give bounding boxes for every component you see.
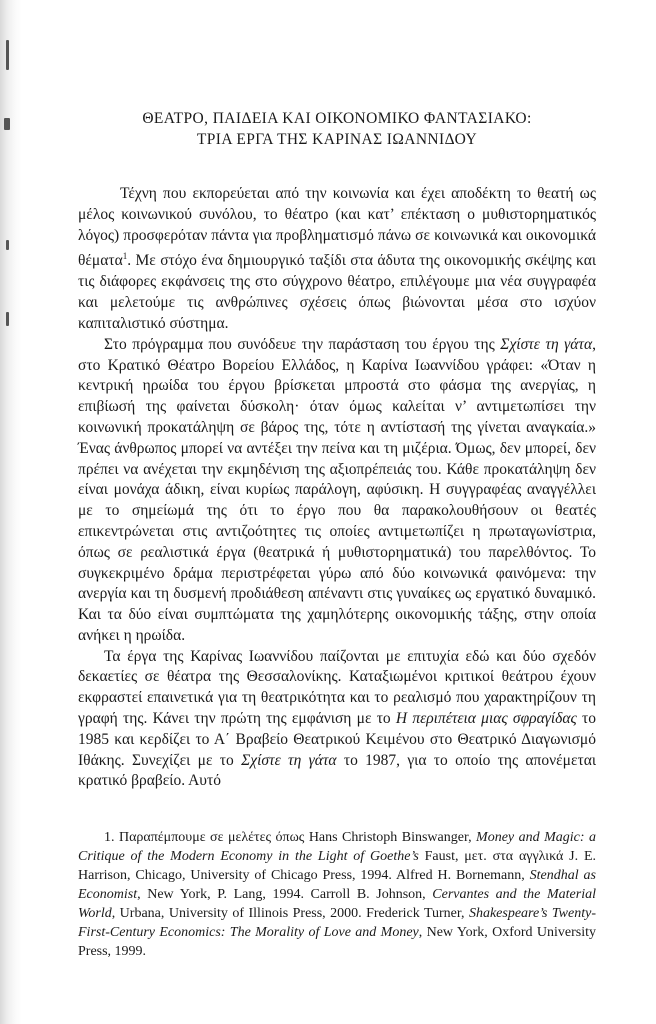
scan-edge-shadow xyxy=(0,0,22,1024)
play-title: Η περιπέτεια μιας σφραγίδας xyxy=(395,710,577,728)
paragraph-3-end: το 1987, για το οποίο της απονέμεται κρατικό βραβείο. Αυτό xyxy=(78,751,596,790)
footnote-text: Παραπέμπουμε σε μελέτες όπως Hans Christoph Binswanger, xyxy=(114,830,477,846)
paragraph-3-mid: το 1985 και κερδίζει το Α΄ Βραβείο Θεατρικού Κειμένου στο Θεατρικό Διαγωνισμό Ιθάκης. Συνεχίζει με το xyxy=(78,710,596,769)
paragraph-1-rest: . Με στόχο ένα δημιουργικό ταξίδι στα άδυτα της οικονομικής σκέψης και τις διάφορες εκφάνσεις της στο σύγχρονο θέατρο, επιλέγουμε μια νέα συγγραφέα και μελετούμε τις ανθρώπινες σχέσεις όπως βιώνονται μέσα στο ισχύον καπιταλιστικό σύστημα. xyxy=(78,252,596,332)
paragraph-3-start: Τα έργα της Καρίνας Ιωαννίδου παίζονται με επιτυχία εδώ και δύο σχεδόν δεκαετίες σε θέατρα της Θεσσαλονίκης. Καταξιωμένοι κριτικοί θεάτρου έχουν εκφραστεί επαινετικά για τη θεατρικότητα και το ρεαλισμό που χαρακτηρίζουν τη γραφή της. Κάνει την πρώτη της εμφάνιση με το xyxy=(78,647,596,728)
footnote-ref: 1 xyxy=(122,251,128,262)
play-title: Σχίστε τη γάτα xyxy=(500,335,593,353)
binding-mark xyxy=(6,40,9,70)
paragraph-1-text: Τέχνη που εκπορεύεται από την κοινωνία και έχει αποδέκτη το θεατή ως μέλος κοινωνικού συνόλου, το θέατρο (και κατ’ επέκταση ο μυθιστορηματικός λόγος) προσφερόταν πάντα για προβληματισμό πάνω σε κοινωνικά και οικονομικά θέματα xyxy=(78,185,596,270)
paragraph-2-start: Στο πρόγραμμα που συνόδευε την παράσταση του έργου της xyxy=(104,335,501,353)
binding-mark xyxy=(6,312,9,326)
footnote-1 xyxy=(78,828,596,961)
book-title: Shakespeare’s Twenty-First-Century Economics: The Morality of Love and Money xyxy=(78,906,596,941)
paragraph-1 xyxy=(78,184,596,335)
body-text xyxy=(78,184,596,792)
chapter-title-line2: ΤΡΙΑ ΕΡΓΑ ΤΗΣ ΚΑΡΙΝΑΣ ΙΩΑΝΝΙΔΟΥ xyxy=(196,131,478,148)
chapter-title-line1: ΘΕΑΤΡΟ, ΠΑΙΔΕΙΑ ΚΑΙ ΟΙΚΟΝΟΜΙΚΟ ΦΑΝΤΑΣΙΑΚΟ: xyxy=(142,110,532,127)
book-title: Money and Magic: a Critique of the Modern Economy in the Light of Goethe’s xyxy=(78,830,596,865)
footnotes xyxy=(78,828,596,961)
binding-mark xyxy=(4,118,10,130)
paragraph-2 xyxy=(78,335,596,647)
footnote-text: Faust, μετ. στα αγγλικά J. E. Harrison, Chicago, University of Chicago Press, 1994. Alfred H. Bornemann, xyxy=(78,849,597,884)
footnote-text: , Urbana, University of Illinois Press, 2000. Frederick Turner, xyxy=(111,906,469,922)
book-title: Stendhal as Economist xyxy=(78,868,596,903)
play-title: Σχίστε τη γάτα xyxy=(241,751,337,769)
paragraph-2-rest: , στο Κρατικό Θέατρο Βορείου Ελλάδος, η Καρίνα Ιωαννίδου γράφει: «Όταν η κεντρική ηρωίδα του έργου βρίσκεται μπροστά στο φάσμα της ανεργίας, η επιβίωσή της φαίνεται δύσκολη· όταν όμως καλείται ν’ αντιμετωπίσει την κοινωνική προκατάληψη σε βάρος της, τότε η αντίστασή της γίνεται αναγκαία.» Ένας άνθρωπος μπορεί να αντέξει την πείνα και τη μιζέρια. Όμως, δεν μπορεί, δεν πρέπει να ανέχεται την εκμηδένιση της αξιοπρέπειάς του. Κάθε προκατάληψη δεν είναι μονάχα άδικη, είναι κυρίως παράλογη, αφύσικη. Η συγγραφέας αναγγέλλει με το σημείωμά της ότι το έργο που θα παρακολουθήσουν οι θεατές επικεντρώνεται στις αντιζοότητες τις οποίες αντιμετωπίζει η πρωταγωνίστρια, όπως σε ρεαλιστικά έργα (θεατρικά ή μυθιστορηματικά) του παρελθόντος. Το συγκεκριμένο δράμα περιστρέφεται γύρω από δύο κοινωνικά φαινόμενα: την ανεργία και τη δυσμενή προδιάθεση απέναντι στις γυναίκες ως εργατικό δυναμικό. Και τα δύο είναι συμπτώματα της χαμηλότερης οικονομικής τάξης, στην οποία ανήκει η ηρωίδα. xyxy=(78,335,596,644)
footnote-text: , New York, Oxford University Press, 1999. xyxy=(78,925,596,960)
paragraph-3 xyxy=(78,647,596,793)
book-title: Cervantes and the Material World xyxy=(78,887,596,922)
document-page xyxy=(78,108,596,961)
binding-mark xyxy=(6,240,9,250)
footnote-text: , New York, P. Lang, 1994. Carroll B. Johnson, xyxy=(137,887,433,903)
chapter-header xyxy=(78,108,596,150)
footnote-number: 1. xyxy=(104,830,115,846)
